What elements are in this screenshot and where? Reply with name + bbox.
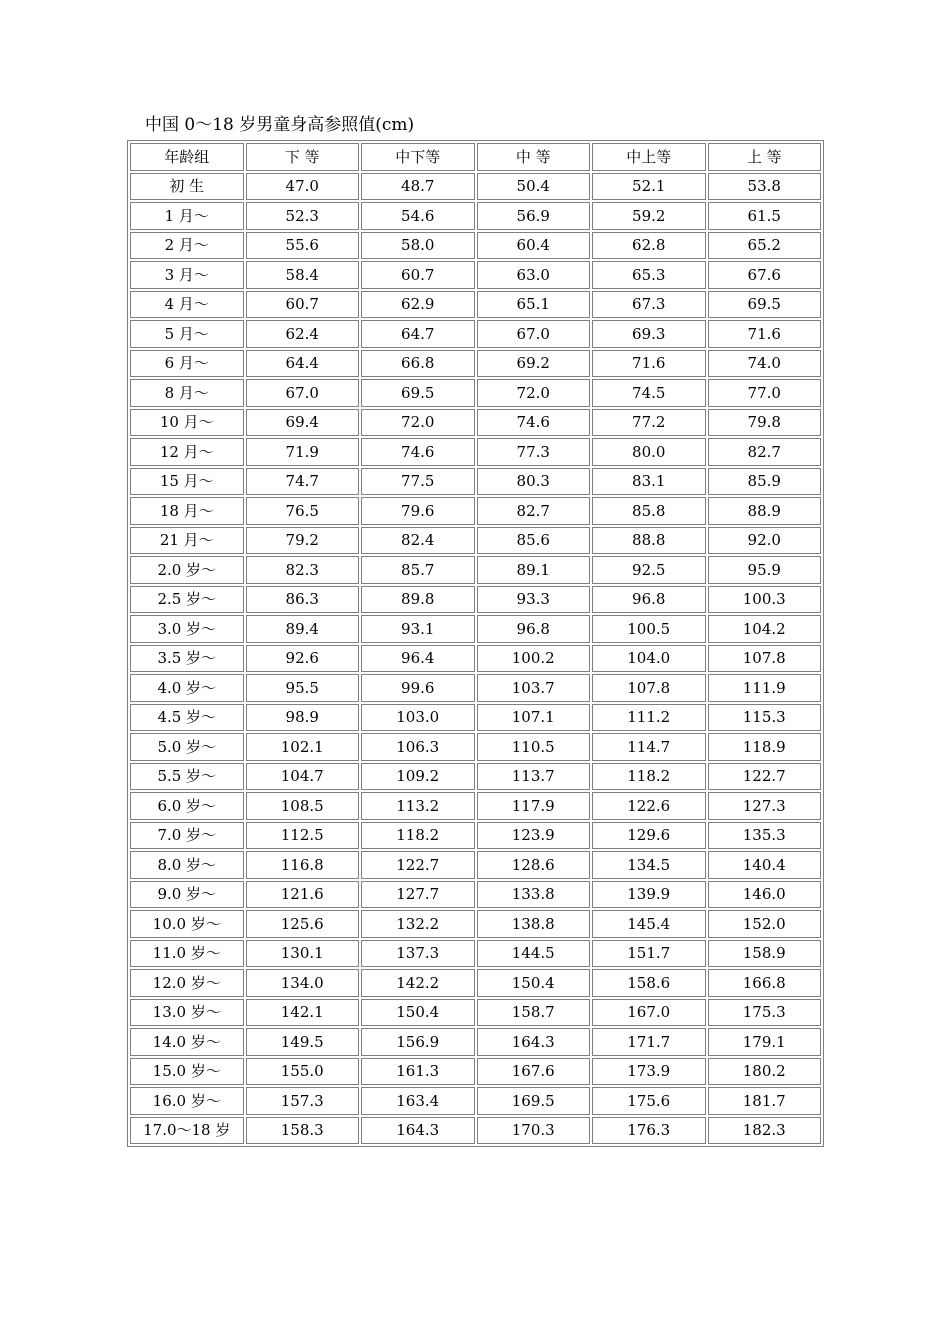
height-value-cell: 100.3	[708, 586, 822, 614]
height-value-cell: 106.3	[361, 733, 475, 761]
height-value-cell: 65.2	[708, 232, 822, 260]
height-value-cell: 52.1	[592, 173, 706, 201]
height-value-cell: 86.3	[246, 586, 360, 614]
height-value-cell: 142.2	[361, 969, 475, 997]
height-value-cell: 127.7	[361, 881, 475, 909]
height-value-cell: 56.9	[477, 202, 591, 230]
height-value-cell: 123.9	[477, 822, 591, 850]
height-value-cell: 158.3	[246, 1117, 360, 1145]
height-value-cell: 95.9	[708, 556, 822, 584]
table-row	[130, 468, 821, 496]
height-value-cell: 65.3	[592, 261, 706, 289]
column-header-grade: 下 等	[246, 143, 360, 171]
table-row	[130, 1117, 821, 1145]
age-group-cell: 14.0 岁～	[130, 1028, 244, 1056]
height-value-cell: 102.1	[246, 733, 360, 761]
height-value-cell: 158.6	[592, 969, 706, 997]
height-value-cell: 82.7	[708, 438, 822, 466]
height-value-cell: 138.8	[477, 910, 591, 938]
height-value-cell: 171.7	[592, 1028, 706, 1056]
table-row	[130, 202, 821, 230]
age-group-cell: 2.0 岁～	[130, 556, 244, 584]
table-row	[130, 999, 821, 1027]
height-value-cell: 111.9	[708, 674, 822, 702]
height-value-cell: 122.7	[708, 763, 822, 791]
table-row	[130, 232, 821, 260]
height-value-cell: 63.0	[477, 261, 591, 289]
height-value-cell: 164.3	[361, 1117, 475, 1145]
age-group-cell: 4.0 岁～	[130, 674, 244, 702]
height-value-cell: 161.3	[361, 1058, 475, 1086]
column-header-grade: 中上等	[592, 143, 706, 171]
height-value-cell: 82.7	[477, 497, 591, 525]
height-value-cell: 54.6	[361, 202, 475, 230]
table-row	[130, 527, 821, 555]
height-value-cell: 104.7	[246, 763, 360, 791]
height-value-cell: 60.7	[361, 261, 475, 289]
height-value-cell: 74.7	[246, 468, 360, 496]
age-group-cell: 18 月～	[130, 497, 244, 525]
height-value-cell: 179.1	[708, 1028, 822, 1056]
age-group-cell: 初 生	[130, 173, 244, 201]
height-value-cell: 112.5	[246, 822, 360, 850]
height-value-cell: 156.9	[361, 1028, 475, 1056]
height-value-cell: 125.6	[246, 910, 360, 938]
age-group-cell: 10 月～	[130, 409, 244, 437]
age-group-cell: 4 月～	[130, 291, 244, 319]
height-value-cell: 77.0	[708, 379, 822, 407]
table-row	[130, 969, 821, 997]
height-value-cell: 134.0	[246, 969, 360, 997]
height-value-cell: 65.1	[477, 291, 591, 319]
height-value-cell: 100.5	[592, 615, 706, 643]
height-value-cell: 85.9	[708, 468, 822, 496]
height-value-cell: 116.8	[246, 851, 360, 879]
age-group-cell: 3.0 岁～	[130, 615, 244, 643]
height-value-cell: 175.6	[592, 1087, 706, 1115]
height-value-cell: 182.3	[708, 1117, 822, 1145]
height-value-cell: 89.8	[361, 586, 475, 614]
height-value-cell: 96.4	[361, 645, 475, 673]
height-value-cell: 104.0	[592, 645, 706, 673]
table-row	[130, 320, 821, 348]
height-value-cell: 95.5	[246, 674, 360, 702]
height-value-cell: 88.9	[708, 497, 822, 525]
height-value-cell: 100.2	[477, 645, 591, 673]
height-value-cell: 129.6	[592, 822, 706, 850]
height-value-cell: 170.3	[477, 1117, 591, 1145]
height-value-cell: 62.4	[246, 320, 360, 348]
age-group-cell: 6.0 岁～	[130, 792, 244, 820]
height-value-cell: 89.4	[246, 615, 360, 643]
height-value-cell: 79.6	[361, 497, 475, 525]
height-value-cell: 92.6	[246, 645, 360, 673]
height-value-cell: 122.7	[361, 851, 475, 879]
age-group-cell: 10.0 岁～	[130, 910, 244, 938]
height-value-cell: 150.4	[361, 999, 475, 1027]
height-value-cell: 53.8	[708, 173, 822, 201]
height-value-cell: 146.0	[708, 881, 822, 909]
table-row	[130, 291, 821, 319]
height-value-cell: 60.7	[246, 291, 360, 319]
age-group-cell: 3 月～	[130, 261, 244, 289]
height-value-cell: 176.3	[592, 1117, 706, 1145]
height-value-cell: 83.1	[592, 468, 706, 496]
height-value-cell: 47.0	[246, 173, 360, 201]
height-value-cell: 167.0	[592, 999, 706, 1027]
table-row	[130, 645, 821, 673]
column-header-grade: 中 等	[477, 143, 591, 171]
height-value-cell: 167.6	[477, 1058, 591, 1086]
height-value-cell: 175.3	[708, 999, 822, 1027]
height-value-cell: 115.3	[708, 704, 822, 732]
height-value-cell: 166.8	[708, 969, 822, 997]
height-value-cell: 71.9	[246, 438, 360, 466]
height-value-cell: 173.9	[592, 1058, 706, 1086]
height-value-cell: 89.1	[477, 556, 591, 584]
height-value-cell: 74.0	[708, 350, 822, 378]
height-value-cell: 118.2	[361, 822, 475, 850]
table-row	[130, 438, 821, 466]
height-value-cell: 135.3	[708, 822, 822, 850]
height-value-cell: 98.9	[246, 704, 360, 732]
height-value-cell: 169.5	[477, 1087, 591, 1115]
age-group-cell: 17.0～18 岁	[130, 1117, 244, 1145]
height-value-cell: 140.4	[708, 851, 822, 879]
height-value-cell: 48.7	[361, 173, 475, 201]
height-value-cell: 158.7	[477, 999, 591, 1027]
height-value-cell: 67.6	[708, 261, 822, 289]
height-value-cell: 164.3	[477, 1028, 591, 1056]
height-value-cell: 85.7	[361, 556, 475, 584]
height-value-cell: 62.9	[361, 291, 475, 319]
table-row	[130, 733, 821, 761]
table-title: 中国 0～18 岁男童身高参照值(cm)	[145, 115, 415, 135]
height-value-cell: 67.0	[477, 320, 591, 348]
height-value-cell: 72.0	[361, 409, 475, 437]
height-value-cell: 60.4	[477, 232, 591, 260]
table-row	[130, 704, 821, 732]
height-value-cell: 139.9	[592, 881, 706, 909]
height-value-cell: 69.4	[246, 409, 360, 437]
height-value-cell: 77.3	[477, 438, 591, 466]
height-value-cell: 142.1	[246, 999, 360, 1027]
age-group-cell: 13.0 岁～	[130, 999, 244, 1027]
table-row	[130, 586, 821, 614]
height-value-cell: 104.2	[708, 615, 822, 643]
table-row	[130, 822, 821, 850]
height-value-cell: 58.4	[246, 261, 360, 289]
height-value-cell: 80.3	[477, 468, 591, 496]
height-value-cell: 149.5	[246, 1028, 360, 1056]
height-value-cell: 77.5	[361, 468, 475, 496]
age-group-cell: 5.5 岁～	[130, 763, 244, 791]
height-value-cell: 155.0	[246, 1058, 360, 1086]
height-value-cell: 163.4	[361, 1087, 475, 1115]
height-value-cell: 64.4	[246, 350, 360, 378]
age-group-cell: 7.0 岁～	[130, 822, 244, 850]
height-value-cell: 93.1	[361, 615, 475, 643]
height-value-cell: 107.8	[708, 645, 822, 673]
height-value-cell: 61.5	[708, 202, 822, 230]
age-group-cell: 11.0 岁～	[130, 940, 244, 968]
height-value-cell: 69.5	[708, 291, 822, 319]
height-value-cell: 144.5	[477, 940, 591, 968]
height-value-cell: 134.5	[592, 851, 706, 879]
age-group-cell: 8 月～	[130, 379, 244, 407]
height-reference-table	[127, 140, 824, 1147]
table-row	[130, 173, 821, 201]
age-group-cell: 2 月～	[130, 232, 244, 260]
height-value-cell: 58.0	[361, 232, 475, 260]
table-row	[130, 940, 821, 968]
height-value-cell: 64.7	[361, 320, 475, 348]
height-value-cell: 55.6	[246, 232, 360, 260]
table-header-row	[130, 143, 821, 171]
height-value-cell: 137.3	[361, 940, 475, 968]
height-value-cell: 111.2	[592, 704, 706, 732]
height-value-cell: 66.8	[361, 350, 475, 378]
age-group-cell: 2.5 岁～	[130, 586, 244, 614]
height-value-cell: 77.2	[592, 409, 706, 437]
table-row	[130, 851, 821, 879]
height-value-cell: 85.6	[477, 527, 591, 555]
table-row	[130, 792, 821, 820]
height-value-cell: 96.8	[592, 586, 706, 614]
table-row	[130, 910, 821, 938]
age-group-cell: 5.0 岁～	[130, 733, 244, 761]
height-value-cell: 113.7	[477, 763, 591, 791]
height-value-cell: 71.6	[708, 320, 822, 348]
table-row	[130, 763, 821, 791]
age-group-cell: 9.0 岁～	[130, 881, 244, 909]
column-header-age-group: 年龄组	[130, 143, 244, 171]
height-value-cell: 52.3	[246, 202, 360, 230]
height-value-cell: 92.0	[708, 527, 822, 555]
height-value-cell: 59.2	[592, 202, 706, 230]
age-group-cell: 3.5 岁～	[130, 645, 244, 673]
table-row	[130, 350, 821, 378]
height-value-cell: 180.2	[708, 1058, 822, 1086]
height-value-cell: 69.3	[592, 320, 706, 348]
height-value-cell: 69.2	[477, 350, 591, 378]
height-value-cell: 151.7	[592, 940, 706, 968]
height-value-cell: 130.1	[246, 940, 360, 968]
age-group-cell: 12 月～	[130, 438, 244, 466]
table-row	[130, 379, 821, 407]
height-value-cell: 107.1	[477, 704, 591, 732]
height-value-cell: 152.0	[708, 910, 822, 938]
height-value-cell: 76.5	[246, 497, 360, 525]
height-value-cell: 80.0	[592, 438, 706, 466]
height-value-cell: 127.3	[708, 792, 822, 820]
height-value-cell: 128.6	[477, 851, 591, 879]
height-value-cell: 74.5	[592, 379, 706, 407]
height-value-cell: 132.2	[361, 910, 475, 938]
table-row	[130, 1028, 821, 1056]
age-group-cell: 15 月～	[130, 468, 244, 496]
height-value-cell: 150.4	[477, 969, 591, 997]
height-value-cell: 121.6	[246, 881, 360, 909]
height-value-cell: 82.3	[246, 556, 360, 584]
height-value-cell: 117.9	[477, 792, 591, 820]
height-value-cell: 88.8	[592, 527, 706, 555]
height-value-cell: 99.6	[361, 674, 475, 702]
height-value-cell: 118.9	[708, 733, 822, 761]
height-value-cell: 82.4	[361, 527, 475, 555]
height-value-cell: 110.5	[477, 733, 591, 761]
height-value-cell: 133.8	[477, 881, 591, 909]
table-row	[130, 409, 821, 437]
height-value-cell: 93.3	[477, 586, 591, 614]
height-value-cell: 96.8	[477, 615, 591, 643]
height-value-cell: 107.8	[592, 674, 706, 702]
age-group-cell: 8.0 岁～	[130, 851, 244, 879]
table-row	[130, 674, 821, 702]
height-value-cell: 85.8	[592, 497, 706, 525]
table-row	[130, 497, 821, 525]
age-group-cell: 21 月～	[130, 527, 244, 555]
height-value-cell: 181.7	[708, 1087, 822, 1115]
table-row	[130, 881, 821, 909]
height-value-cell: 109.2	[361, 763, 475, 791]
age-group-cell: 15.0 岁～	[130, 1058, 244, 1086]
age-group-cell: 4.5 岁～	[130, 704, 244, 732]
table-row	[130, 556, 821, 584]
height-value-cell: 157.3	[246, 1087, 360, 1115]
height-value-cell: 113.2	[361, 792, 475, 820]
table-row	[130, 261, 821, 289]
column-header-grade: 中下等	[361, 143, 475, 171]
age-group-cell: 16.0 岁～	[130, 1087, 244, 1115]
height-value-cell: 62.8	[592, 232, 706, 260]
height-value-cell: 67.3	[592, 291, 706, 319]
column-header-grade: 上 等	[708, 143, 822, 171]
height-value-cell: 158.9	[708, 940, 822, 968]
height-value-cell: 122.6	[592, 792, 706, 820]
table-row	[130, 615, 821, 643]
height-value-cell: 79.2	[246, 527, 360, 555]
height-value-cell: 103.0	[361, 704, 475, 732]
table-row	[130, 1058, 821, 1086]
age-group-cell: 6 月～	[130, 350, 244, 378]
height-value-cell: 74.6	[361, 438, 475, 466]
age-group-cell: 1 月～	[130, 202, 244, 230]
height-value-cell: 69.5	[361, 379, 475, 407]
height-value-cell: 118.2	[592, 763, 706, 791]
age-group-cell: 12.0 岁～	[130, 969, 244, 997]
height-value-cell: 72.0	[477, 379, 591, 407]
height-value-cell: 71.6	[592, 350, 706, 378]
height-value-cell: 103.7	[477, 674, 591, 702]
table-row	[130, 1087, 821, 1115]
height-value-cell: 79.8	[708, 409, 822, 437]
height-value-cell: 145.4	[592, 910, 706, 938]
height-value-cell: 108.5	[246, 792, 360, 820]
height-value-cell: 74.6	[477, 409, 591, 437]
height-value-cell: 114.7	[592, 733, 706, 761]
height-value-cell: 50.4	[477, 173, 591, 201]
height-value-cell: 67.0	[246, 379, 360, 407]
age-group-cell: 5 月～	[130, 320, 244, 348]
height-value-cell: 92.5	[592, 556, 706, 584]
